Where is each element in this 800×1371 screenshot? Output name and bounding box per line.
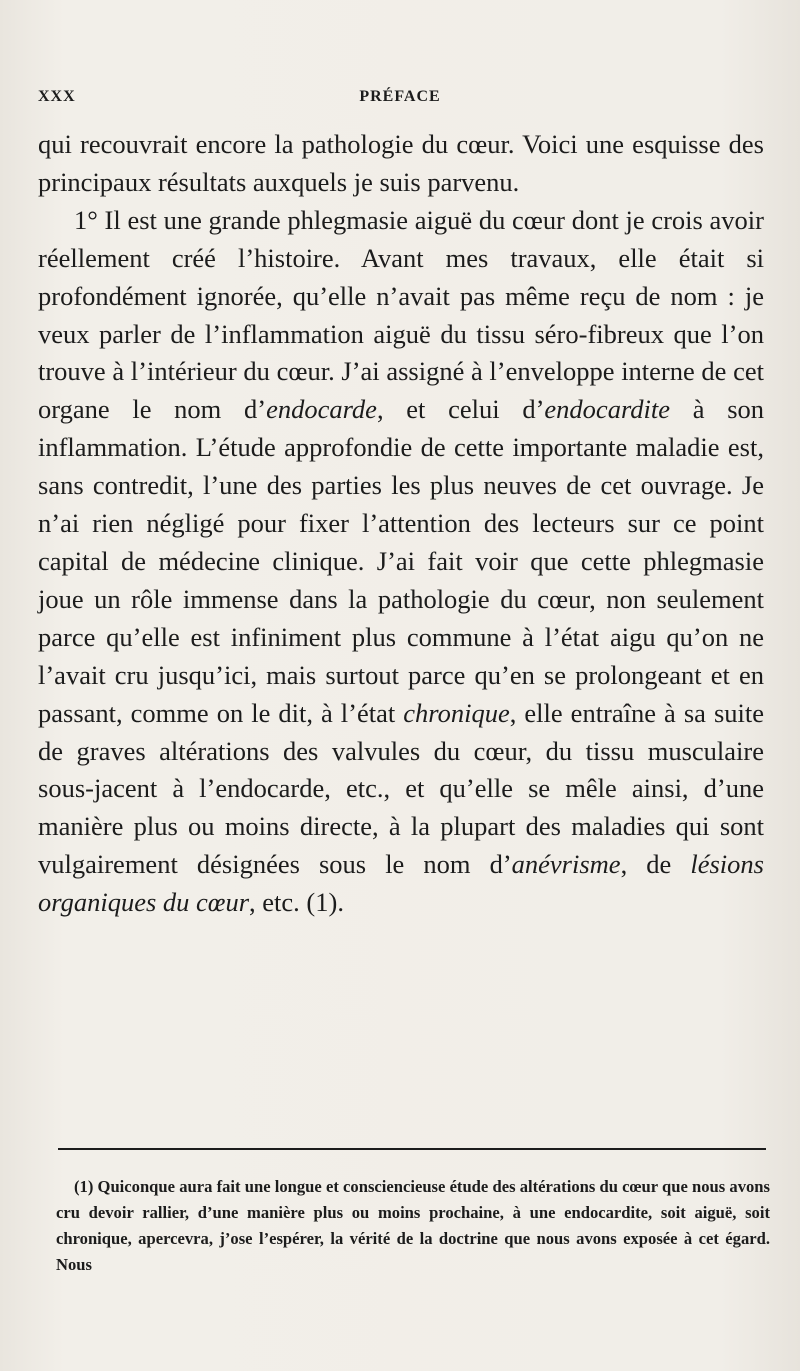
italic-term-endocarde: endocarde [266,394,377,425]
text-run: , elle entraîne à sa suite de graves altérations des valvules du cœur, du tissu musculaire sous-jacent à l’endocarde, etc., et qu’elle se mêle ainsi, d’une manière plus ou moins directe, à la plupart des maladies qui sont vulgairement désignées sous le nom d’ [38,697,764,880]
footnote [56,1174,770,1278]
running-header [38,88,762,112]
paragraph-endocardite [38,202,764,922]
italic-term-endocardite: endocardite [544,394,671,425]
italic-term-lesions: lésions organiques du cœur [38,849,764,918]
main-text [38,126,764,922]
text-run: , de [620,849,691,880]
text-run: , et celui d’ [376,394,545,425]
paragraph-continuation: qui recouvrait encore la pathologie du cœur. Voici une esquisse des principaux résultats auxquels je suis parvenu. [38,129,764,197]
italic-term-anevrisme: anévrisme [511,849,621,880]
footnote-text: (1) Quiconque aura fait une longue et consciencieuse étude des altérations du cœur que nous avons cru devoir rallier, d’une manière plus ou moins prochaine, à une endocardite, soit aiguë, soit chronique, apercevra, j’ose l’espérer, la vérité de la doctrine que nous avons exposée à cet égard. Nous [56,1177,770,1274]
running-title: PRÉFACE [359,88,441,105]
text-run: à son inflammation. L’étude approfondie de cette importante maladie est, sans contredit, l’une des parties les plus neuves de cet ouvrage. Je n’ai rien négligé pour fixer l’attention des lecteurs sur ce point capital de médecine clinique. J’ai fait voir que cette phlegmasie joue un rôle immense dans la pathologie du cœur, non seulement parce qu’elle est infiniment plus commune à l’état aigu qu’on ne l’avait cru jusqu’ici, mais surtout parce qu’en se prolongeant et en passant, comme on le dit, à l’état [38,394,765,728]
footnote-divider [58,1148,766,1150]
italic-term-chronique: chronique [403,697,510,728]
page-number: XXX [38,88,76,105]
text-run: 1° Il est une grande phlegmasie aiguë du cœur dont je crois avoir réellement créé l’histoire. Avant mes travaux, elle était si profondément ignorée, qu’elle n’avait pas même reçu de nom : je veux parler de l’inflammation aiguë du tissu séro-fibreux que l’on trouve à l’intérieur du cœur. J’ai assigné à l’enveloppe interne de cet organe le nom d’ [38,204,764,425]
text-run: , etc. (1). [249,887,344,918]
